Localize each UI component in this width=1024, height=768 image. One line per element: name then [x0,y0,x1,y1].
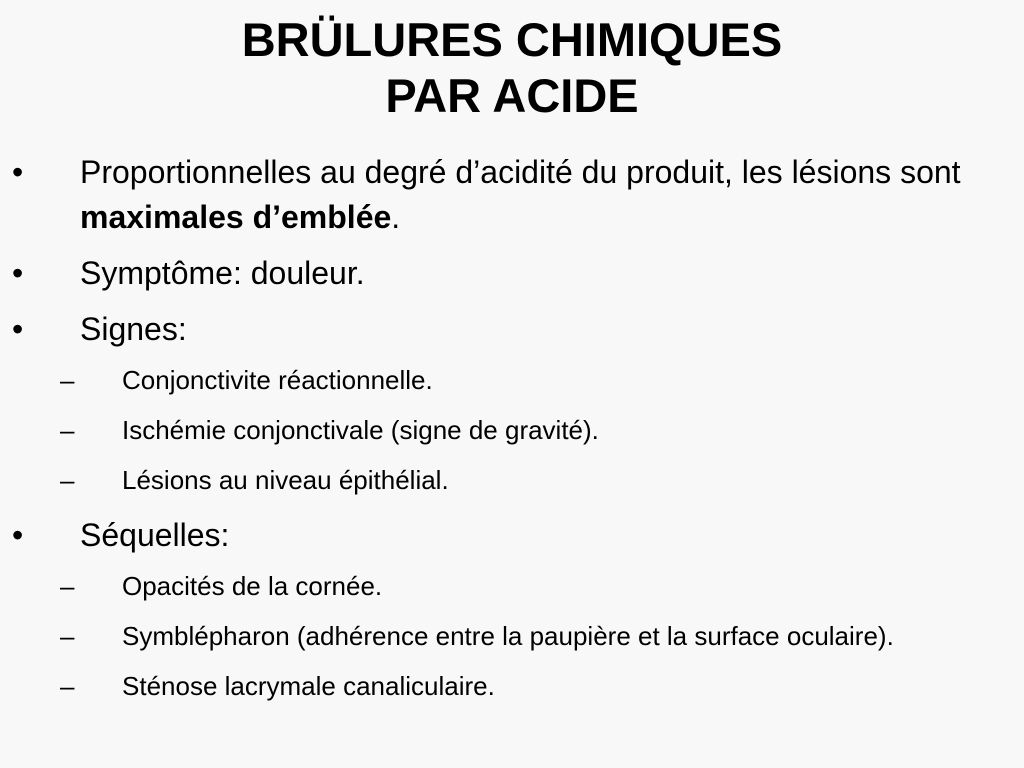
bullet-text-end: . [391,199,401,235]
bullet-marker: • [12,255,24,291]
sub-item-text: Sténose lacrymale canaliculaire. [122,671,495,701]
dash-marker: – [60,621,75,651]
bullet-text: Signes: [80,311,187,347]
dash-marker: – [60,465,75,495]
slide-title-line-1: BRÜLURES CHIMIQUES [241,13,783,66]
sub-item-text: Symblépharon (adhérence entre la paupière et la surface oculaire). [122,621,894,651]
slide-title-line-2: PAR ACIDE [385,69,639,122]
dash-marker: – [60,365,75,395]
sub-item-lesions [0,458,1024,502]
dash-marker: – [60,415,75,445]
sub-item-text: Opacités de la cornée. [122,571,383,601]
bullet-text-bold: maximales d’emblée [80,199,392,235]
sub-item-text: Ischémie conjonctivale (signe de gravité). [122,415,599,445]
bullet-item-signes [0,307,1024,352]
slide-title [0,12,1024,124]
bullet-item-sequelles [0,513,1024,558]
sub-item-ischemie [0,408,1024,452]
bullet-marker: • [12,311,24,347]
sub-item-text: Conjonctivite réactionnelle. [122,365,433,395]
bullet-item-symptome [0,251,1024,296]
sub-item-conjonctivite [0,358,1024,402]
bullet-marker: • [12,517,24,553]
bullet-text: Symptôme: douleur. [80,255,365,291]
bullet-text: Séquelles: [80,517,230,553]
bullet-item-proportionnelles [0,150,1024,240]
dash-marker: – [60,571,75,601]
sub-item-opacites [0,564,1024,608]
sub-item-symblepharon [0,614,1024,658]
sub-item-stenose [0,664,1024,708]
sub-item-text: Lésions au niveau épithélial. [122,465,449,495]
dash-marker: – [60,671,75,701]
bullet-marker: • [12,154,24,190]
bullet-list [0,150,1024,708]
bullet-text: Proportionnelles au degré d’acidité du produit, les lésions sont [80,154,961,190]
